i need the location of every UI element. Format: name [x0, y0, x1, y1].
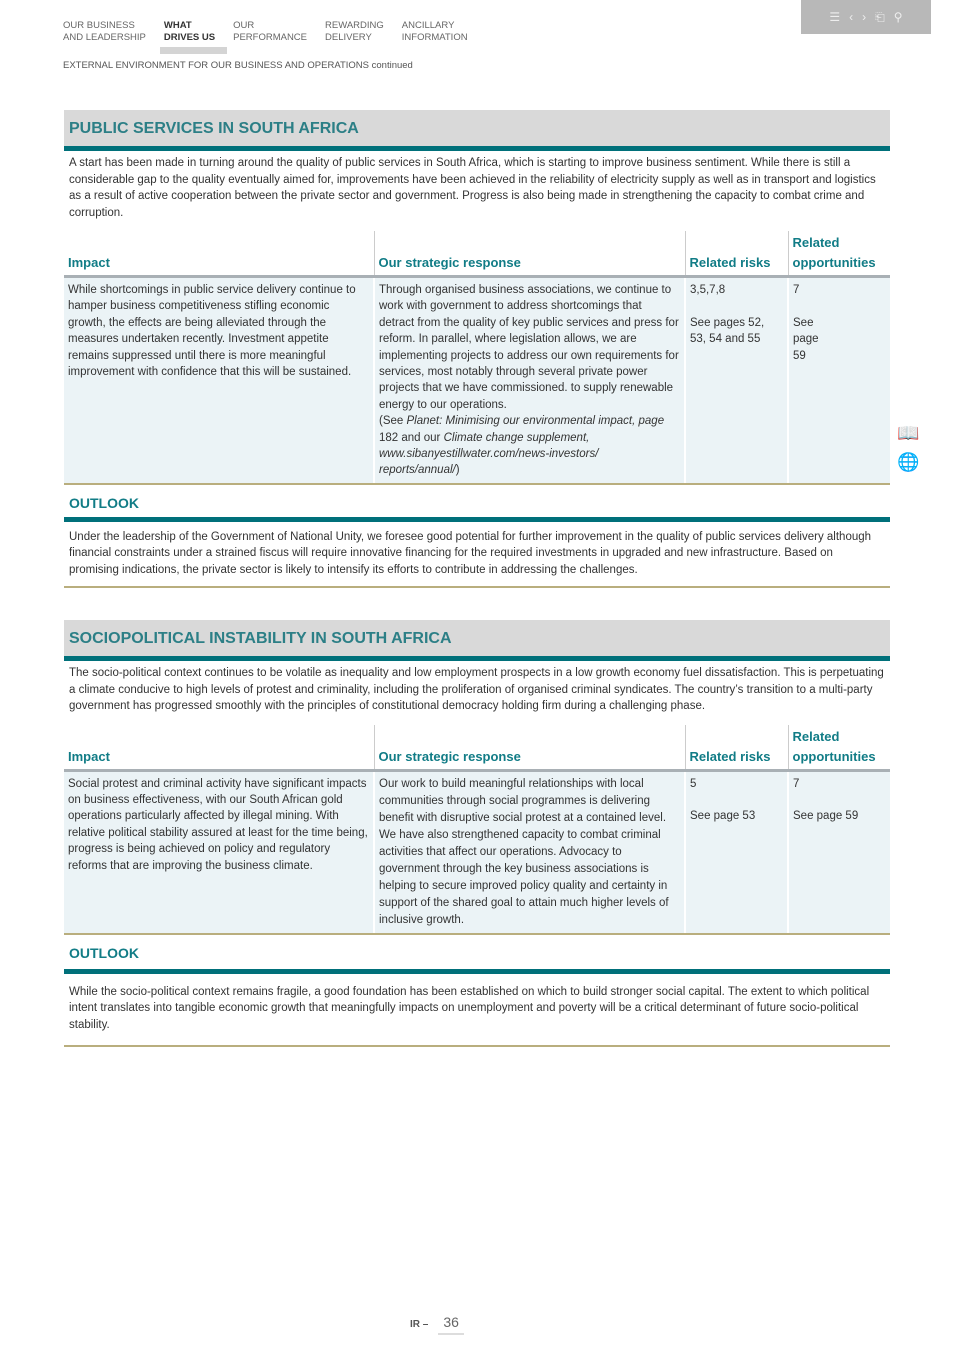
impact-table	[64, 231, 890, 485]
ref-link[interactable]: Planet: Minimising our environmental impact, page	[406, 415, 665, 428]
impact-cell: While shortcomings in public service delivery continue to hamper business competitiveness stifling economic growth, the effects are being alleviated through the measures undertaken recently. Investment appetite remains suppressed until there is more meaningful improvement with confidence that this will be sustained.	[64, 277, 374, 484]
outlook-text: While the socio-political context remains fragile, a good foundation has been established on which to build stronger social capital. The extent to which political intent translates into tangible economic growth that meaningfully impacts on unemployment and poverty will be a critical determinant of future socio-political stability.	[64, 974, 890, 1048]
menu-icon[interactable]: ☰	[829, 10, 841, 24]
risks-value: 3,5,7,8	[690, 284, 726, 296]
globe-icon[interactable]: 🌐	[897, 452, 920, 472]
col-response: Our strategic response	[374, 231, 685, 277]
risks-cell	[685, 277, 788, 484]
opps-cell	[788, 277, 890, 484]
page-number: 36	[438, 1314, 464, 1335]
section-intro: The socio-political context continues to be volatile as inequality and low employment prospects in a low growth economy fuel dissatisfaction. This is perpetuating a climate conducive to high levels of protest and criminality, including the proliferation of organised criminal syndicates. The country’s transition to a multi-party government has progressed smoothly with the principles of constitutional democracy holding firm during a challenging phase.	[69, 667, 884, 712]
section-sociopolitical	[64, 620, 890, 1047]
nav-ancillary-information[interactable]: ANCILLARY INFORMATION	[401, 20, 468, 43]
col-response: Our strategic response	[374, 725, 685, 771]
breadcrumb: EXTERNAL ENVIRONMENT FOR OUR BUSINESS AND OPERATIONS continued	[63, 60, 413, 71]
opps-pages-link[interactable]: See page 59	[793, 810, 859, 823]
col-impact: Impact	[64, 231, 374, 277]
section-intro: A start has been made in turning around the quality of public services in South Africa, which is starting to improve business sentiment. While there is still a considerable gap to the quality eventually aimed for, improvements have been achieved in the reliability of electricity supply as well as in transport and logistics as a result of active cooperation between the private sector and government. Progress is also being made in strengthening the capacity to combat crime and corruption.	[69, 157, 876, 219]
nav-rewarding-delivery[interactable]: REWARDING DELIVERY	[325, 20, 384, 43]
table-row	[64, 770, 890, 934]
col-risks: Related risks	[685, 725, 788, 771]
risks-cell	[685, 770, 788, 934]
opps-cell	[788, 770, 890, 934]
nav-our-business[interactable]: OUR BUSINESS AND LEADERSHIP	[63, 20, 146, 43]
response-cell	[374, 277, 685, 484]
chevron-left-icon[interactable]: ‹	[849, 10, 854, 24]
nav-what-drives-us[interactable]: WHAT DRIVES US	[163, 20, 216, 43]
section-public-services	[64, 110, 890, 588]
col-opps: Related opportunities	[788, 725, 890, 771]
top-nav	[63, 20, 486, 44]
col-opps: Related opportunities	[788, 231, 890, 277]
ref-text: (See	[379, 415, 407, 428]
opps-value: 7	[793, 284, 800, 296]
risks-value: 5	[690, 777, 697, 790]
opps-value: 7	[793, 777, 800, 790]
outlook-title: OUTLOOK	[64, 935, 890, 974]
response-cell: Our work to build meaningful relationships with local communities through social programmes is delivering benefit with disruptive social protest at a contained level. We have also strengthened capacity to combat criminal activities that affect our operations. Advocacy to government through the key business associations is helping to secure improved policy quality and certainty in support of the shared goal to attain much higher levels of inclusive growth.	[374, 770, 685, 934]
opps-pages-link[interactable]: See page 59	[793, 316, 819, 362]
impact-table	[64, 725, 890, 935]
outlook-title: OUTLOOK	[64, 485, 890, 522]
ref-text: )	[455, 464, 460, 477]
response-text: Through organised business associations, we continue to work with government to address shortcomings that detract from the quality of key public services and press for reform. In parallel, where legislation allows, we are implementing projects to address our own requirements for services, most notably through several private power projects that we have commissioned. to supply renewable energy to our operations.	[379, 284, 679, 411]
outlook-text: Under the leadership of the Government of National Unity, we foresee good potential for further improvement in the quality of public services delivery although financial constraints under a strained fiscus will require innovative financing for the required investments in upgraded and new infrastructure. Based on promising indications, the private sector is likely to intensify its efforts to contribute in addressing the challenges.	[64, 522, 890, 589]
risks-pages-link[interactable]: See page 53	[690, 810, 756, 823]
col-risks: Related risks	[685, 231, 788, 277]
chevron-right-icon[interactable]: ›	[862, 10, 867, 24]
back-icon[interactable]: ⎗	[875, 9, 885, 24]
book-icon[interactable]: 📖	[897, 423, 920, 443]
page-footer	[410, 1314, 464, 1335]
col-impact: Impact	[64, 725, 374, 771]
toolbar	[801, 0, 931, 34]
ref-text: 182 and our	[379, 431, 444, 444]
impact-cell: Social protest and criminal activity have significant impacts on business effectiveness, with our South African gold operations particularly affected by illegal mining. With relative political stability assured at least for the time being, progress is being achieved on policy and regulatory reforms that are improving the business climate.	[64, 770, 374, 934]
search-icon[interactable]: ⚲	[893, 10, 903, 24]
risks-pages-link[interactable]: See pages 52, 53, 54 and 55	[690, 316, 765, 346]
section-title: SOCIOPOLITICAL INSTABILITY IN SOUTH AFRICA	[64, 620, 890, 661]
table-row	[64, 277, 890, 484]
nav-our-performance[interactable]: OUR PERFORMANCE	[233, 20, 308, 43]
ref-link[interactable]: Climate change supplement, www.sibanyestillwater.com/news-investors/ reports/annual/	[379, 431, 599, 477]
report-label: IR –	[410, 1319, 429, 1330]
section-title: PUBLIC SERVICES IN SOUTH AFRICA	[64, 110, 890, 151]
